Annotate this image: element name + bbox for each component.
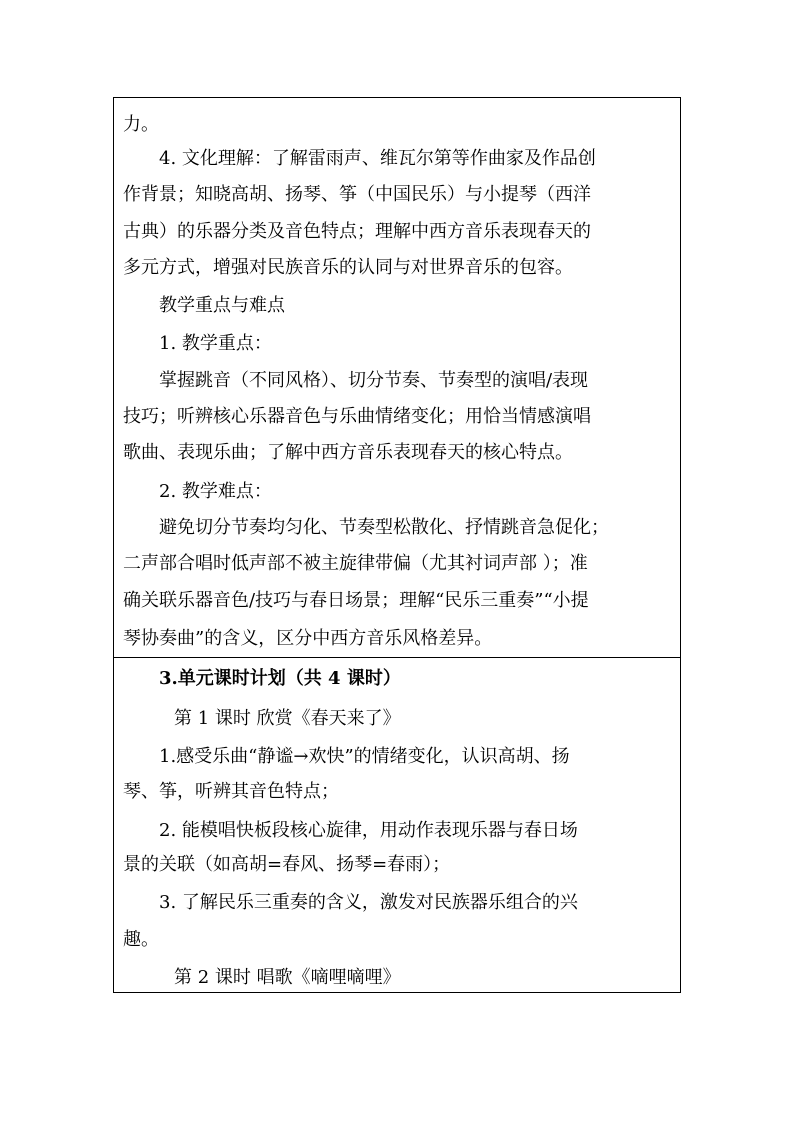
content-table (113, 97, 681, 993)
lesson-title: 第 1 课时 欣赏《春天来了》 (174, 708, 401, 729)
text-line: 确关联乐器音色/技巧与春日场景；理解“民乐三重奏”“小提 (123, 590, 589, 611)
lesson-plan-heading: 3.单元课时计划（共 4 课时） (159, 668, 401, 689)
text-line: 趣。 (123, 929, 159, 950)
text-line: 3. 了解民乐三重奏的含义，激发对民族器乐组合的兴 (159, 892, 578, 913)
text-line: 掌握跳音（不同风格）、切分节奏、节奏型的演唱/表现 (159, 370, 589, 391)
text-line: 景的关联（如高胡=春风、扬琴=春雨）； (123, 854, 451, 875)
text-line: 技巧；听辨核心乐器音色与乐曲情绪变化；用恰当情感演唱 (123, 406, 591, 427)
text-line: 歌曲、表现乐曲；了解中西方音乐表现春天的核心特点。 (123, 442, 573, 463)
text-line: 多元方式，增强对民族音乐的认同与对世界音乐的包容。 (123, 257, 573, 278)
text-line: 4. 文化理解：了解雷雨声、维瓦尔第等作曲家及作品创 (159, 148, 596, 169)
text-line: 力。 (123, 114, 159, 135)
text-line: 古典）的乐器分类及音色特点；理解中西方音乐表现春天的 (123, 221, 591, 242)
objectives-cell (114, 98, 680, 658)
text-line: 1. 教学重点： (159, 333, 272, 354)
text-line: 二声部合唱时低声部不被主旋律带偏（尤其衬词声部 ）；准 (123, 553, 588, 574)
lesson-title: 第 2 课时 唱歌《嘀哩嘀哩》 (174, 967, 401, 988)
text-line: 琴协奏曲”的含义，区分中西方音乐风格差异。 (123, 628, 493, 649)
text-line: 1.感受乐曲“静谧→欢快”的情绪变化，认识高胡、扬 (159, 746, 570, 767)
text-line: 2. 教学难点： (159, 481, 272, 502)
text-line: 2. 能模唱快板段核心旋律，用动作表现乐器与春日场 (159, 820, 578, 841)
lesson-plan-cell (114, 658, 680, 992)
text-line: 作背景；知晓高胡、扬琴、筝（中国民乐）与小提琴（西洋 (123, 184, 591, 205)
text-line: 避免切分节奏均匀化、节奏型松散化、抒情跳音急促化； (159, 517, 609, 538)
text-line: 琴、筝，听辨其音色特点； (123, 781, 339, 802)
section-subheading: 教学重点与难点 (159, 295, 285, 316)
